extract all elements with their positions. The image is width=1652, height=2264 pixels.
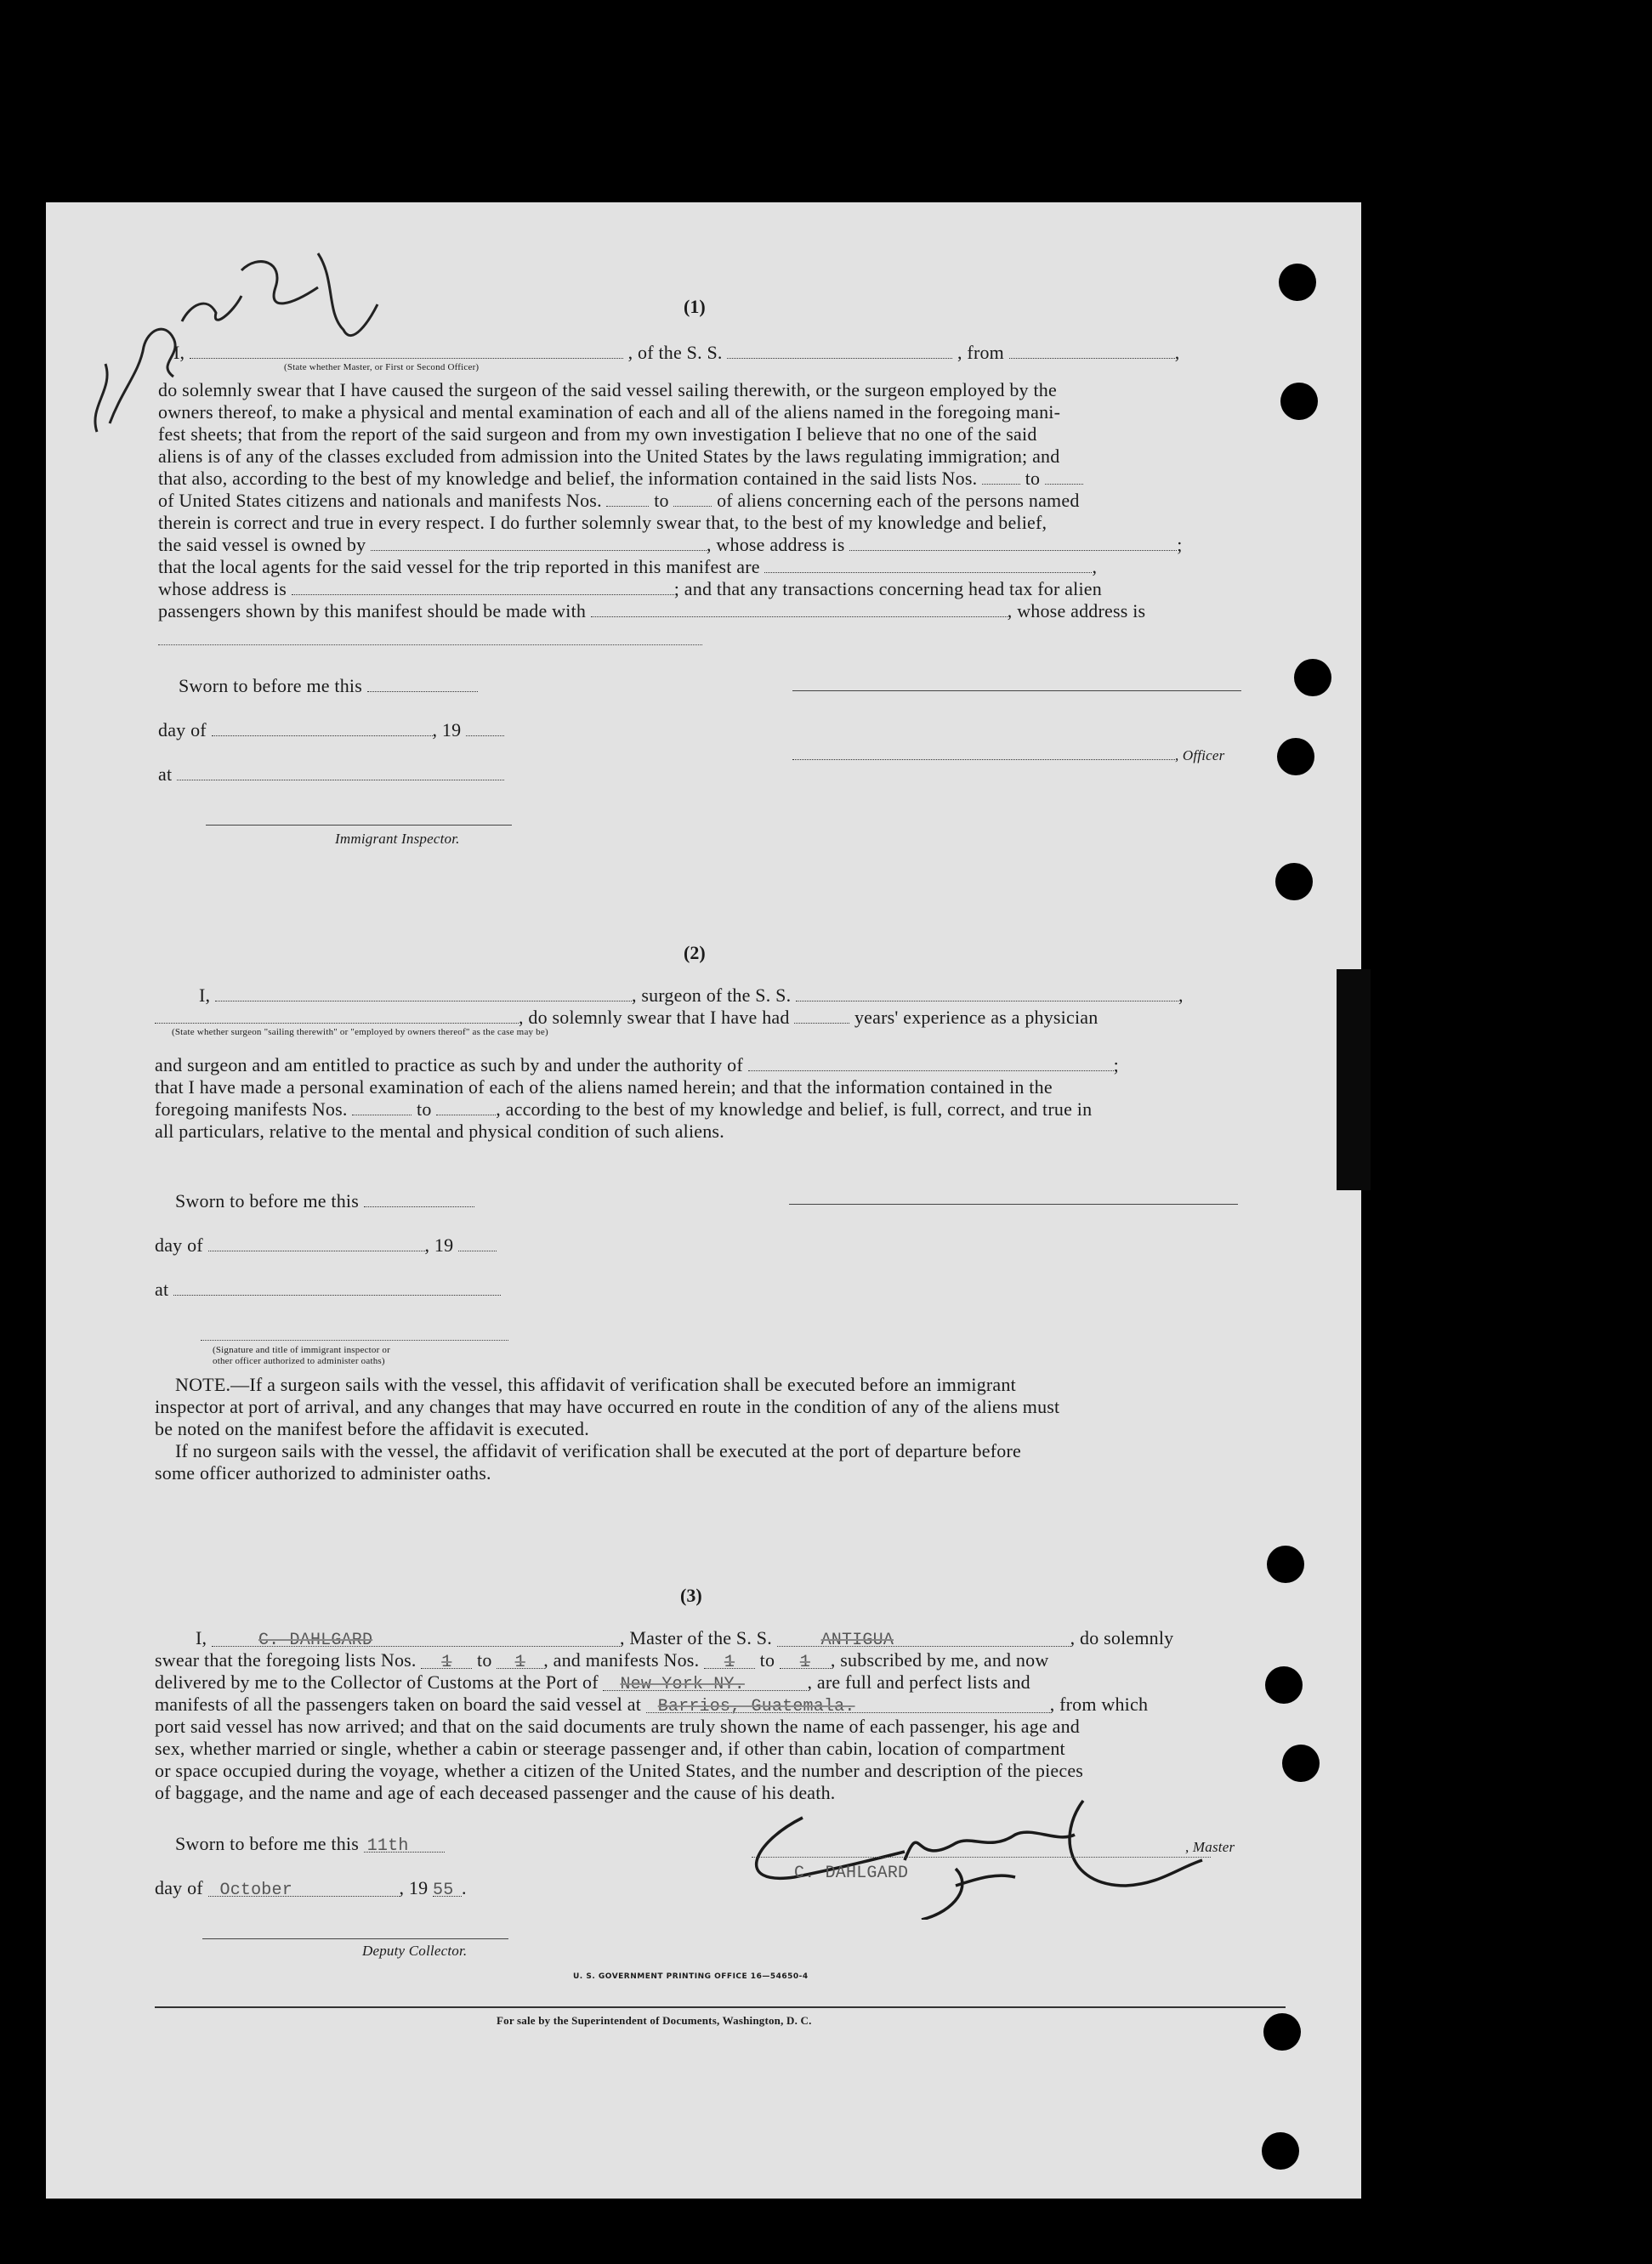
text: , 19: [432, 719, 462, 740]
text: to: [654, 490, 669, 511]
text: I,: [196, 1627, 207, 1648]
text: at: [158, 763, 173, 785]
typed-value: 1: [514, 1653, 525, 1672]
text: , Master of the S. S.: [619, 1627, 772, 1648]
lists-from-blank: [982, 468, 1020, 485]
note-line: NOTE.—If a surgeon sails with the vessel, this affidavit of verification shall be executed before an immigrant: [175, 1374, 1016, 1395]
sec3-day-of: [155, 1877, 467, 1899]
deputy-collector-label: Deputy Collector.: [362, 1943, 468, 1959]
manifests-from-field: [704, 1649, 755, 1672]
punch-hole: [1267, 1546, 1304, 1583]
text: , do solemnly: [1070, 1627, 1174, 1648]
owner-address-blank: [849, 535, 1177, 551]
typed-value: Barrios, Guatemala.: [657, 1697, 855, 1716]
years-blank: [794, 1007, 849, 1024]
text: , from which: [1049, 1694, 1149, 1715]
month-blank: [212, 720, 433, 736]
text: ,: [1178, 984, 1184, 1006]
text: day of: [158, 719, 207, 740]
sec1-para-line: fest sheets; that from the report of the said surgeon and from my own investigation I believe that no one of the said: [158, 423, 1037, 445]
typed-value: 1: [724, 1653, 735, 1672]
text: day of: [155, 1234, 203, 1256]
sec1-para-line: [158, 600, 1145, 622]
officer-title-blank: [792, 744, 1175, 760]
text: ; and that any transactions concerning head tax for alien: [673, 578, 1102, 599]
text: of aliens concerning each of the persons named: [717, 490, 1080, 511]
sec2-swear-line: [155, 1007, 1098, 1029]
typed-value: 55: [433, 1881, 454, 1900]
head-tax-blank: [591, 601, 1008, 617]
text: , and manifests Nos.: [543, 1649, 700, 1671]
text: to: [417, 1098, 432, 1120]
sec2-para-line: [155, 1054, 1119, 1076]
address-continuation-line: [158, 644, 702, 645]
typed-value: ANTIGUA: [820, 1631, 894, 1650]
text: delivered by me to the Collector of Customs at the Port of: [155, 1671, 599, 1693]
text: , Officer: [1175, 747, 1225, 763]
text: , are full and perfect lists and: [807, 1671, 1030, 1693]
sec2-para-line: [155, 1098, 1092, 1121]
typed-value: 11th: [366, 1836, 409, 1856]
sec1-para-line: [158, 490, 1080, 512]
text: , whose address is: [707, 534, 845, 555]
sworn-day-blank: [364, 1191, 474, 1207]
page-edge-shadow: [1337, 969, 1371, 1190]
text: that the local agents for the said vessel for the trip reported in this manifest are: [158, 556, 760, 577]
text: to: [477, 1649, 492, 1671]
typed-value: C. DAHLGARD: [258, 1631, 373, 1650]
text: I,: [199, 984, 211, 1006]
manifests-to-blank: [673, 491, 712, 507]
officer-signature-line: [792, 690, 1241, 691]
text: ,: [1092, 556, 1098, 577]
sworn-day-field: [364, 1833, 445, 1856]
surgeon-signature-line: [789, 1204, 1238, 1205]
sec1-sworn: [179, 675, 478, 697]
sec2-surgeon-note: (State whether surgeon "sailing therewith" or "employed by owners thereof" as the case may be): [172, 1027, 548, 1037]
place-blank: [177, 764, 504, 780]
month-blank: [208, 1235, 425, 1251]
text: , subscribed by me, and now: [830, 1649, 1049, 1671]
text: Sworn to before me this: [179, 675, 363, 696]
sec2-day-of: [155, 1234, 497, 1257]
manifests-from-blank: [606, 491, 649, 507]
sec1-para-line: owners thereof, to make a physical and mental examination of each and all of the aliens named in the foregoing mani-: [158, 401, 1061, 423]
note-line: some officer authorized to administer oaths.: [155, 1462, 491, 1484]
sec3-line-i: [196, 1627, 1173, 1649]
section-1-heading: (1): [684, 296, 706, 317]
punch-hole: [1279, 264, 1316, 301]
manifests-from-blank: [352, 1099, 412, 1115]
text: ;: [1177, 534, 1183, 555]
punch-hole: [1262, 2132, 1299, 2170]
text: of United States citizens and nationals and manifests Nos.: [158, 490, 602, 511]
punch-hole: [1294, 659, 1331, 696]
officer-name-blank: [190, 343, 623, 359]
section-3-heading: (3): [680, 1585, 702, 1606]
punch-hole: [1277, 738, 1314, 775]
sec1-para-line: [158, 578, 1102, 600]
sec3-para-line: of baggage, and the name and age of each deceased passenger and the cause of his death.: [155, 1782, 836, 1803]
sec1-at: [158, 763, 504, 786]
sec2-para-line: all particulars, relative to the mental and physical condition of such aliens.: [155, 1121, 724, 1142]
sig-note-line: other officer authorized to administer oaths): [213, 1356, 385, 1366]
text: that also, according to the best of my knowledge and belief, the information contained in the said lists Nos.: [158, 468, 978, 489]
sec3-para-line: sex, whether married or single, whether a cabin or steerage passenger and, if other than cabin, location of compartment: [155, 1738, 1065, 1759]
text: day of: [155, 1877, 203, 1898]
footer-divider: [155, 2006, 1286, 2008]
immigrant-inspector-label: Immigrant Inspector.: [335, 831, 460, 847]
ship-name-blank: [727, 343, 952, 359]
text: , from: [957, 342, 1004, 363]
text: passengers shown by this manifest should be made with: [158, 600, 587, 621]
typed-signature: [794, 1860, 908, 1885]
sec1-day-of: [158, 719, 504, 741]
text: at: [155, 1279, 169, 1300]
punch-hole: [1275, 863, 1313, 900]
year-blank: [466, 720, 504, 736]
text: , do solemnly swear that I have had: [519, 1007, 790, 1028]
year-blank: [458, 1235, 497, 1251]
sec1-line-i: [173, 342, 1179, 364]
origin-port-field: [646, 1694, 1050, 1716]
sec3-para-line: [155, 1694, 1148, 1716]
sec1-officer-title: [792, 743, 1224, 767]
owner-blank: [371, 535, 707, 551]
text: swear that the foregoing lists Nos.: [155, 1649, 417, 1671]
surgeon-name-blank: [215, 985, 632, 1001]
text: , according to the best of my knowledge and belief, is full, correct, and true in: [496, 1098, 1093, 1120]
punch-hole: [1263, 2013, 1301, 2051]
form-page: [46, 202, 1361, 2199]
text: , surgeon of the S. S.: [631, 984, 792, 1006]
text: foregoing manifests Nos.: [155, 1098, 348, 1120]
master-name-field: [212, 1627, 620, 1650]
text: .: [462, 1877, 467, 1898]
typed-value: 1: [799, 1653, 810, 1672]
ship-name-blank: [796, 985, 1178, 1001]
text: , whose address is: [1007, 600, 1146, 621]
inspector-signature-line: [201, 1340, 508, 1341]
note-line: inspector at port of arrival, and any changes that may have occurred en route in the condition of any of the aliens must: [155, 1396, 1060, 1417]
port-field: [603, 1671, 807, 1694]
month-field: [208, 1877, 400, 1900]
master-signature-line: [752, 1857, 1211, 1858]
text: Sworn to before me this: [175, 1190, 360, 1211]
sec1-para-line: do solemnly swear that I have caused the surgeon of the said vessel sailing therewith, or the surgeon employed by the: [158, 379, 1057, 400]
typed-value: New York NY.: [620, 1675, 745, 1694]
sec3-para-line: port said vessel has now arrived; and that on the said documents are truly shown the name of each passenger, his age and: [155, 1716, 1080, 1737]
ship-name-field: [777, 1627, 1070, 1650]
authority-blank: [748, 1055, 1114, 1071]
text: manifests of all the passengers taken on board the said vessel at: [155, 1694, 642, 1715]
surgeon-type-blank: [155, 1007, 519, 1024]
sec1-para-line: [158, 468, 1083, 490]
typed-value: C. DAHLGARD: [794, 1864, 909, 1883]
master-label: , Master: [1185, 1839, 1235, 1855]
deputy-signature-line: [202, 1938, 508, 1939]
sworn-day-blank: [367, 676, 478, 692]
sec3-para-line: [155, 1671, 1030, 1694]
sec1-para-line: [158, 534, 1183, 556]
sec1-para-line: [158, 556, 1097, 578]
text: , 19: [399, 1877, 429, 1898]
sec1-para-line: aliens is of any of the classes excluded from admission into the United States by the laws regulating immigration; and: [158, 445, 1060, 467]
text: to: [1025, 468, 1041, 489]
year-field: [433, 1877, 462, 1900]
text: to: [759, 1649, 775, 1671]
text: , 19: [424, 1234, 454, 1256]
manifests-to-blank: [436, 1099, 496, 1115]
text: I,: [173, 342, 185, 363]
manifests-to-field: [780, 1649, 831, 1672]
lists-from-field: [421, 1649, 472, 1672]
typed-value: 1: [441, 1653, 452, 1672]
sec1-officer-note: (State whether Master, or First or Second Officer): [284, 362, 480, 372]
punch-hole: [1280, 383, 1318, 420]
text: Sworn to before me this: [175, 1833, 360, 1854]
printing-office-mark: U. S. GOVERNMENT PRINTING OFFICE 16—54650-4: [573, 1972, 809, 1981]
sec3-para-line: [155, 1649, 1048, 1671]
sec2-para-line: that I have made a personal examination of each of the aliens named herein; and that the information contained in the: [155, 1076, 1053, 1098]
note-line: be noted on the manifest before the affidavit is executed.: [155, 1418, 589, 1439]
from-blank: [1009, 343, 1175, 359]
agents-address-blank: [292, 579, 674, 595]
text: years' experience as a physician: [854, 1007, 1098, 1028]
sec2-sworn: [175, 1190, 474, 1212]
punch-hole: [1282, 1745, 1320, 1782]
sig-note-line: (Signature and title of immigrant inspector or: [213, 1345, 390, 1355]
text: whose address is: [158, 578, 287, 599]
typed-value: October: [219, 1881, 292, 1900]
punch-hole: [1265, 1666, 1303, 1704]
text: the said vessel is owned by: [158, 534, 366, 555]
section-2-heading: (2): [684, 942, 706, 963]
sec2-line-i: [199, 984, 1184, 1007]
place-blank: [173, 1280, 501, 1296]
text: , of the S. S.: [627, 342, 723, 363]
text: and surgeon and am entitled to practice as such by and under the authority of: [155, 1054, 743, 1075]
agents-blank: [764, 557, 1092, 573]
sec3-para-line: or space occupied during the voyage, whether a citizen of the United States, and the number and description of the pieces: [155, 1760, 1084, 1781]
lists-to-field: [497, 1649, 543, 1672]
sec1-para-line: therein is correct and true in every respect. I do further solemnly swear that, to the best of my knowledge and belief,: [158, 512, 1047, 533]
text: ,: [1174, 342, 1180, 363]
sec3-sworn: [175, 1833, 445, 1855]
text: ;: [1113, 1054, 1119, 1075]
inspector-signature-line: [206, 825, 512, 826]
footer-text: For sale by the Superintendent of Documents, Washington, D. C.: [497, 2014, 812, 2027]
sec2-at: [155, 1279, 501, 1301]
lists-to-blank: [1045, 468, 1083, 485]
note-line: If no surgeon sails with the vessel, the affidavit of verification shall be executed at the port of departure before: [175, 1440, 1021, 1461]
